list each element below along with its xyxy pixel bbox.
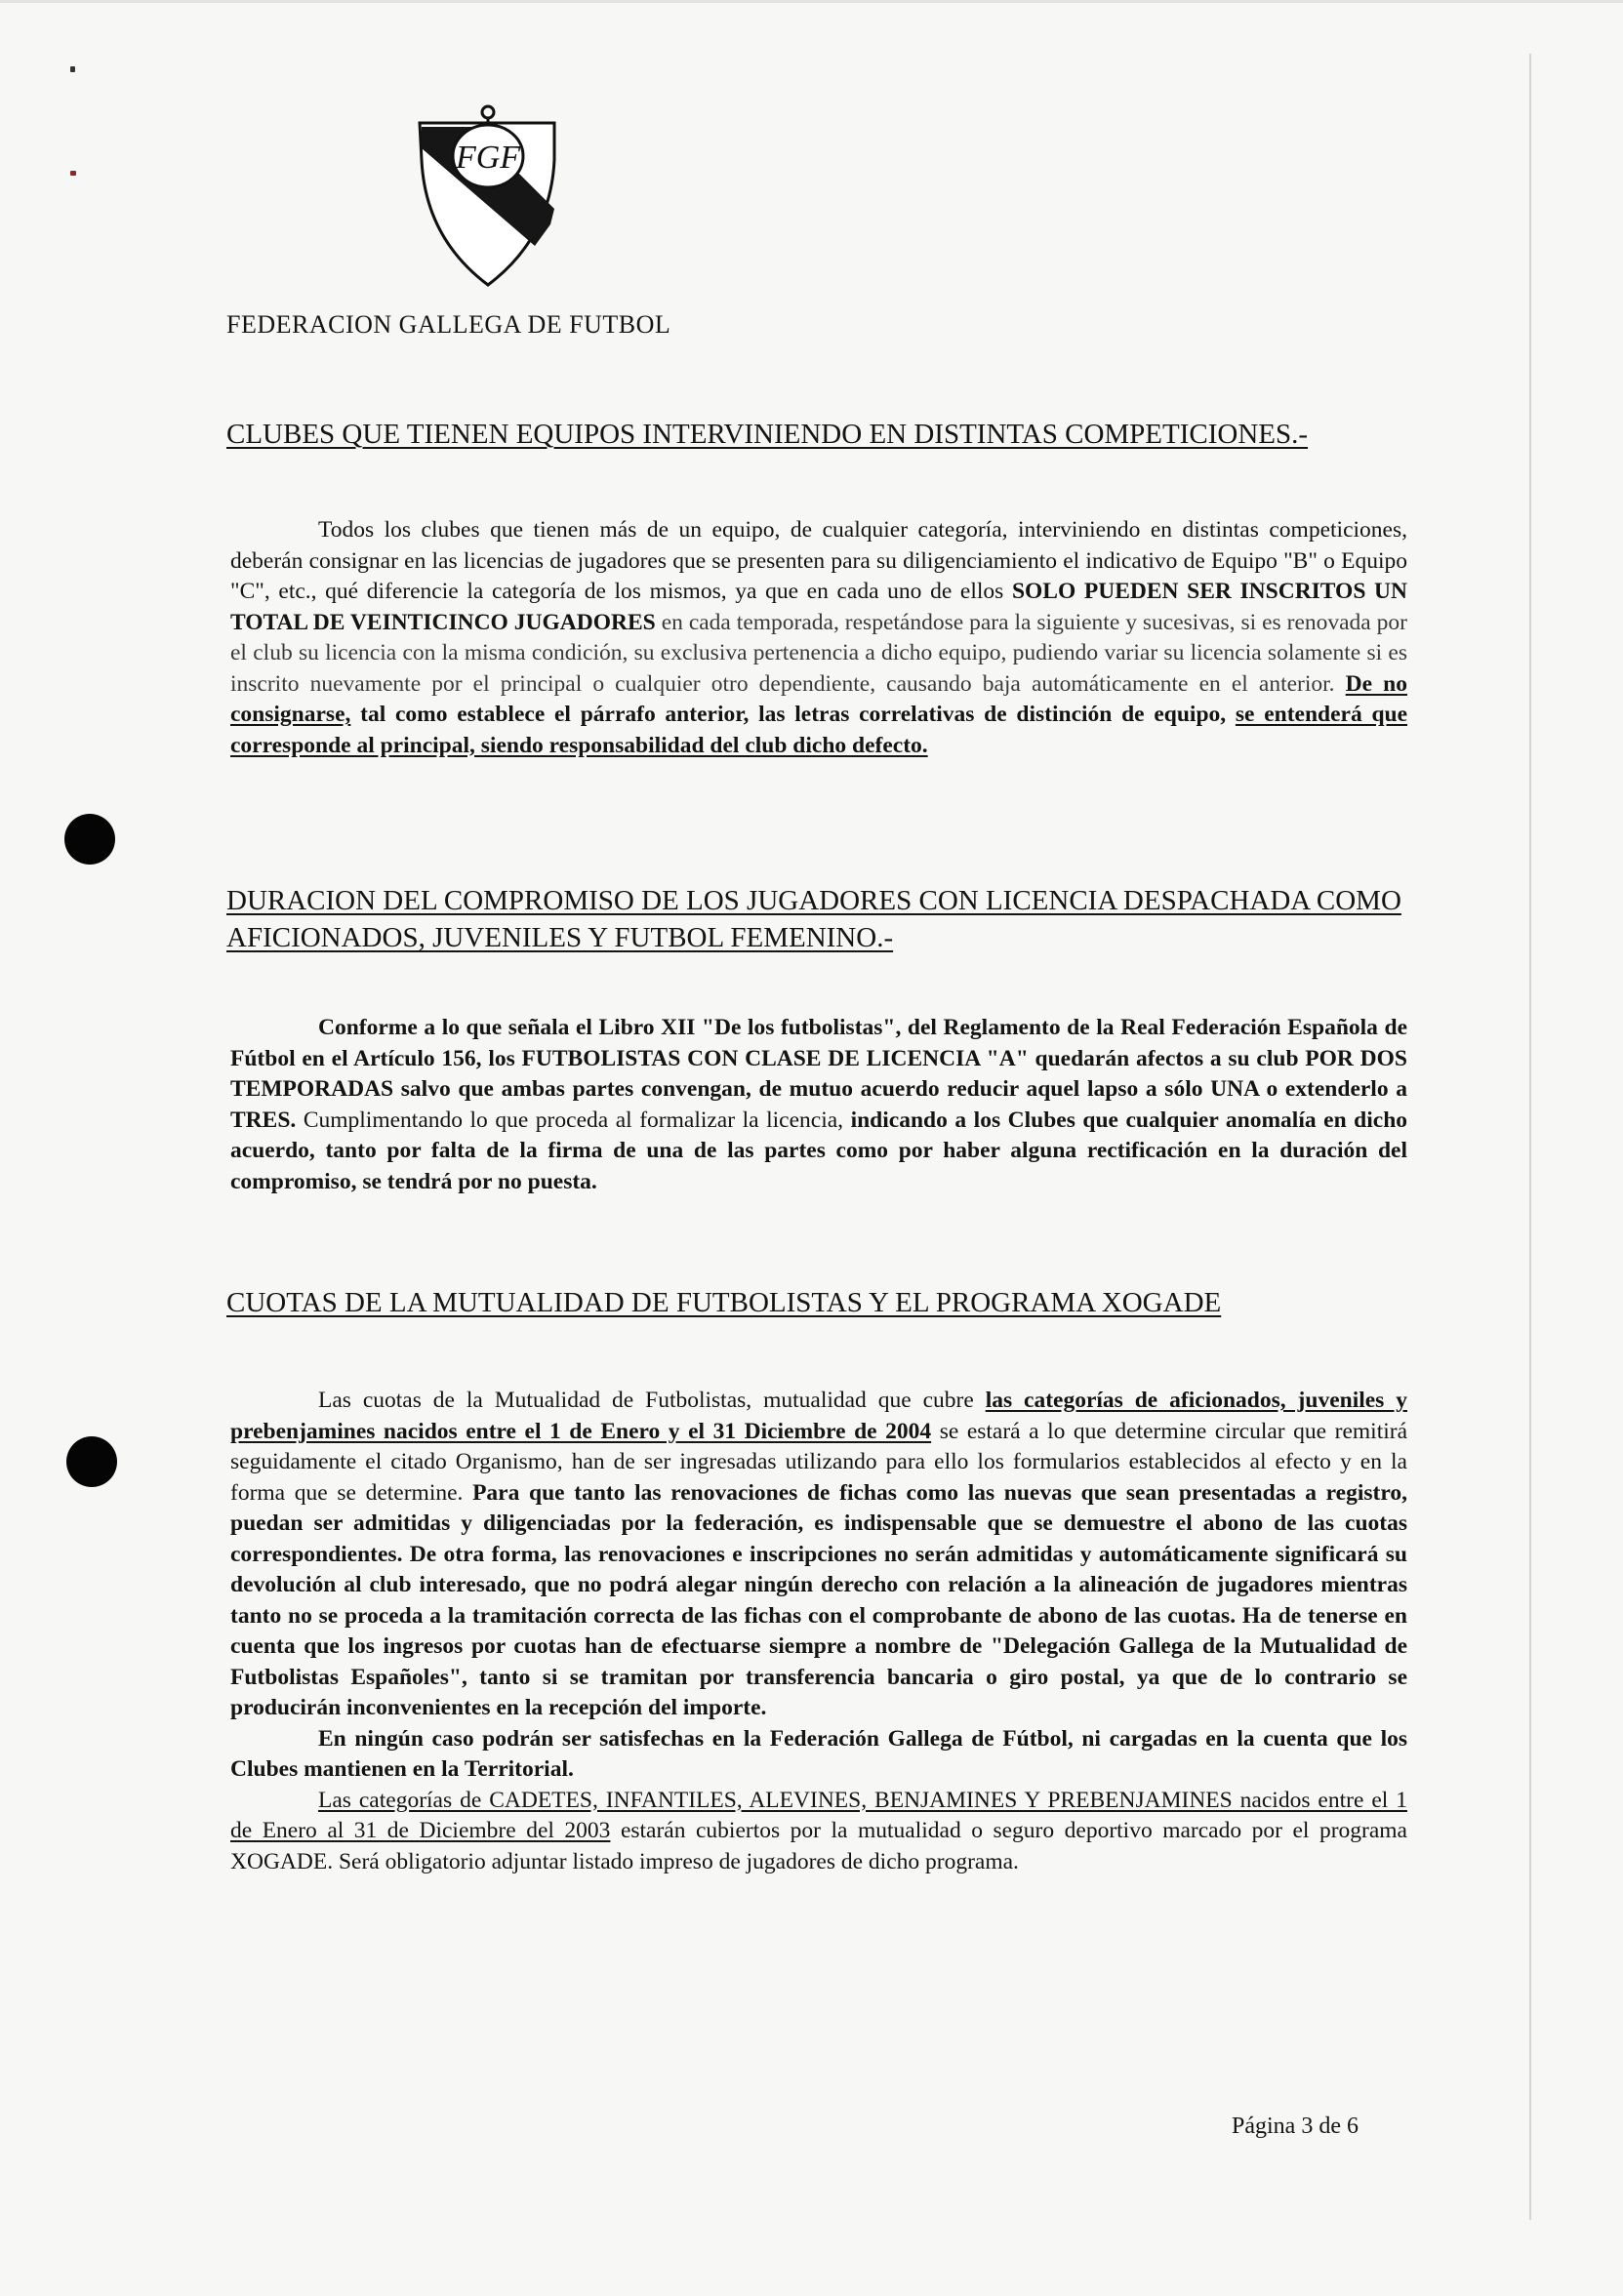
svg-text:FGF: FGF xyxy=(455,140,521,176)
section-heading xyxy=(226,1284,1407,1321)
heading-text: CLUBES QUE TIENEN EQUIPOS INTERVINIENDO EN DISTINTAS COMPETICIONES.- xyxy=(226,419,1309,450)
paragraph-text: estarán cubiertos por la mutualidad o seguro deportivo marcado por el programa XOGADE. Será obligatorio adjuntar listado impreso de jugadores de dicho programa. xyxy=(230,1818,1407,1874)
emphasis-text: SOLO PUEDEN SER INSCRITOS UN TOTAL DE VEINTICINCO JUGADORES xyxy=(230,579,1407,635)
punch-hole xyxy=(66,1436,117,1487)
emphasis-text: tal como establece el párrafo anterior, las letras correlativas de distinción de equipo, xyxy=(360,702,1227,727)
emphasis-text: Para que tanto las renovaciones de fichas como las nuevas que sean presentadas a registro, puedan ser admitidas y diligenciadas por la federación, es indispensable que se demuestre el abono de las cuotas correspondientes. De otra forma, las renovaciones e inscripciones no serán admitidas y automáticamente significará su devolución al club interesado, que no podrá alegar ningún derecho con relación a la alineación de jugadores mientras tanto no se proceda a la tramitación correcta de las fichas con el comprobante de abono de las cuotas. Ha de tenerse en cuenta que los ingresos por cuotas han de efectuarse siempre a nombre de "Delegación Gallega de la Mutualidad de Futbolistas Españoles", tanto si se tramitan por transferencia bancaria o giro postal, ya que de lo contrario se producirán inconvenientes en la recepción del importe. xyxy=(230,1479,1407,1720)
paragraph-text: Las cuotas de la Mutualidad de Futbolistas, mutualidad que cubre xyxy=(318,1388,974,1413)
paragraph-text: Cumplimentando lo que proceda al formalizar la licencia, xyxy=(303,1107,844,1133)
punch-hole xyxy=(64,814,115,865)
paragraph xyxy=(230,515,1407,761)
fgf-shield-logo xyxy=(404,101,570,289)
emphasis-underlined: De no consignarse, xyxy=(230,670,1407,727)
paragraph-text: en cada temporada, respetándose para la siguiente y sucesivas, si es renovada por el club su licencia con la misma condición, su exclusiva pertenencia a dicho equipo, pudiendo variar su licencia solamente si es inscrito nuevamente por el principal o cualquier otro dependiente, causando baja automáticamente en el anterior. xyxy=(230,609,1408,697)
heading-text: DURACION DEL COMPROMISO DE LOS JUGADORES CON LICENCIA DESPACHADA COMO AFICIONADOS, JUVENILES Y FUTBOL FEMENINO.- xyxy=(226,885,1401,953)
paragraph xyxy=(230,1386,1407,1877)
section-heading xyxy=(226,882,1407,956)
page-right-edge xyxy=(1529,54,1537,2220)
section-heading xyxy=(226,416,1407,453)
emphasis-text: En ningún caso podrán ser satisfechas en la Federación Gallega de Fútbol, ni cargadas en la cuenta que los Clubes mantienen en la Territorial. xyxy=(230,1725,1407,1782)
page-number: Página 3 de 6 xyxy=(1232,2114,1359,2139)
heading-text: CUOTAS DE LA MUTUALIDAD DE FUTBOLISTAS Y EL PROGRAMA XOGADE xyxy=(226,1287,1222,1318)
underlined-text: Las categorías de CADETES, INFANTILES, ALEVINES, BENJAMINES Y PREBENJAMINES nacidos entre el 1 de Enero al 31 de Diciembre del 2003 xyxy=(230,1787,1407,1843)
paragraph xyxy=(230,1013,1407,1197)
scan-top-edge xyxy=(0,0,1623,3)
emphasis-text: Conforme a lo que señala el Libro XII "De los futbolistas", del Reglamento de la Real Federación Española de Fútbol en el Artículo 156, los FUTBOLISTAS CON CLASE DE LICENCIA "A" quedarán afectos a su club POR DOS TEMPORADAS salvo que ambas partes convengan, de mutuo acuerdo reducir aquel lapso a sólo UNA o extenderlo a TRES. xyxy=(230,1015,1407,1133)
scan-speck xyxy=(70,171,76,176)
paragraph-text: Todos los clubes que tienen más de un equipo, de cualquier categoría, interviniendo en distintas competiciones, deberán consignar en las licencias de jugadores que se presenten para su diligenciamiento el indicativo de Equipo "B" o Equipo "C", etc., qué diferencie la categoría de los mismos, ya que en cada uno de ellos xyxy=(230,517,1407,604)
scan-speck xyxy=(70,66,75,72)
emphasis-text: indicando a los Clubes que cualquier anomalía en dicho acuerdo, tanto por falta de la firma de una de las partes como por haber alguna rectificación en la duración del compromiso, se tendrá por no puesta. xyxy=(230,1107,1408,1194)
org-name: FEDERACION GALLEGA DE FUTBOL xyxy=(226,310,671,339)
emphasis-underlined: las categorías de aficionados, juveniles y prebenjamines nacidos entre el 1 de Enero y el 31 Diciembre de 2004 xyxy=(230,1388,1407,1444)
paragraph-text: se estará a lo que determine circular que remitirá seguidamente el citado Organismo, han de ser ingresadas utilizando para ello los formularios establecidos al efecto y en la forma que se determine. xyxy=(230,1418,1408,1506)
emphasis-underlined: se entenderá que corresponde al principal, siendo responsabilidad del club dicho defecto. xyxy=(230,702,1408,758)
